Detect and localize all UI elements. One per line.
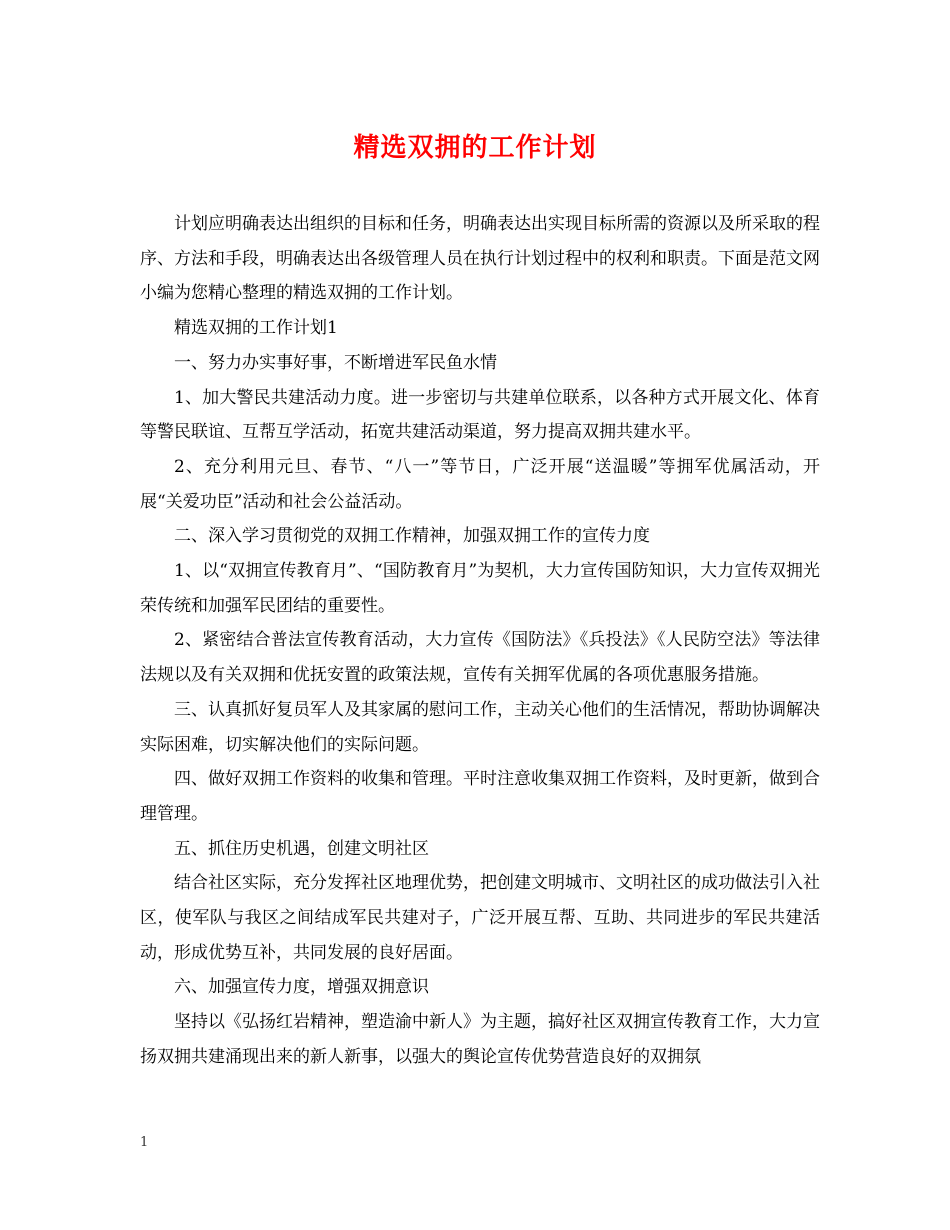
section-heading-2: 二、深入学习贯彻党的双拥工作精神，加强双拥工作的宣传力度 [174, 526, 650, 547]
paragraph-item: 坚持以《弘扬红岩精神，塑造渝中新人》为主题，搞好社区双拥宣传教育工作，大力宣扬双拥共建涌现出来的新人新事，以强大的舆论宣传优势营造良好的双拥氛 [140, 1012, 820, 1067]
document-title: 精选双拥的工作计划 [353, 133, 597, 163]
section-paragraph-3: 三、认真抓好复员军人及其家属的慰问工作，主动关心他们的生活情况，帮助协调解决实际困难，切实解决他们的实际问题。 [140, 699, 820, 755]
paragraph-item: 2、紧密结合普法宣传教育活动，大力宣传《国防法》《兵投法》《人民防空法》等法律法规以及有关双拥和优抚安置的政策法规，宣传有关拥军优属的各项优惠服务措施。 [140, 630, 820, 686]
paragraph-plan-heading: 精选双拥的工作计划1 [174, 318, 338, 339]
document-body [140, 207, 820, 1075]
section-heading-1: 一、努力办实事好事，不断增进军民鱼水情 [174, 352, 497, 373]
section-paragraph-4: 四、做好双拥工作资料的收集和管理。平时注意收集双拥工作资料，及时更新，做到合理管理。 [140, 769, 820, 824]
section-heading-5: 五、抓住历史机遇，创建文明社区 [174, 838, 429, 859]
page-number: 1 [140, 1135, 149, 1150]
section-heading-6: 六、加强宣传力度，增强双拥意识 [174, 977, 429, 998]
paragraph-item: 2、充分利用元旦、春节、“八一”等节日，广泛开展“送温暖”等拥军优属活动，开展“关爱功臣”活动和社会公益活动。 [140, 456, 820, 512]
paragraph-item: 1、以“双拥宣传教育月”、“国防教育月”为契机，大力宣传国防知识，大力宣传双拥光荣传统和加强军民团结的重要性。 [140, 561, 820, 616]
paragraph-item: 1、加大警民共建活动力度。进一步密切与共建单位联系，以各种方式开展文化、体育等警民联谊、互帮互学活动，拓宽共建活动渠道，努力提高双拥共建水平。 [140, 387, 820, 443]
paragraph-item: 结合社区实际，充分发挥社区地理优势，把创建文明城市、文明社区的成功做法引入社区，使军队与我区之间结成军民共建对子，广泛开展互帮、互助、共同进步的军民共建活动，形成优势互补，共同发展的良好居面。 [140, 873, 820, 963]
paragraph-intro: 计划应明确表达出组织的目标和任务，明确表达出实现目标所需的资源以及所采取的程序、方法和手段，明确表达出各级管理人员在执行计划过程中的权利和职责。下面是范文网小编为您精心整理的精选双拥的工作计划。 [140, 214, 820, 304]
